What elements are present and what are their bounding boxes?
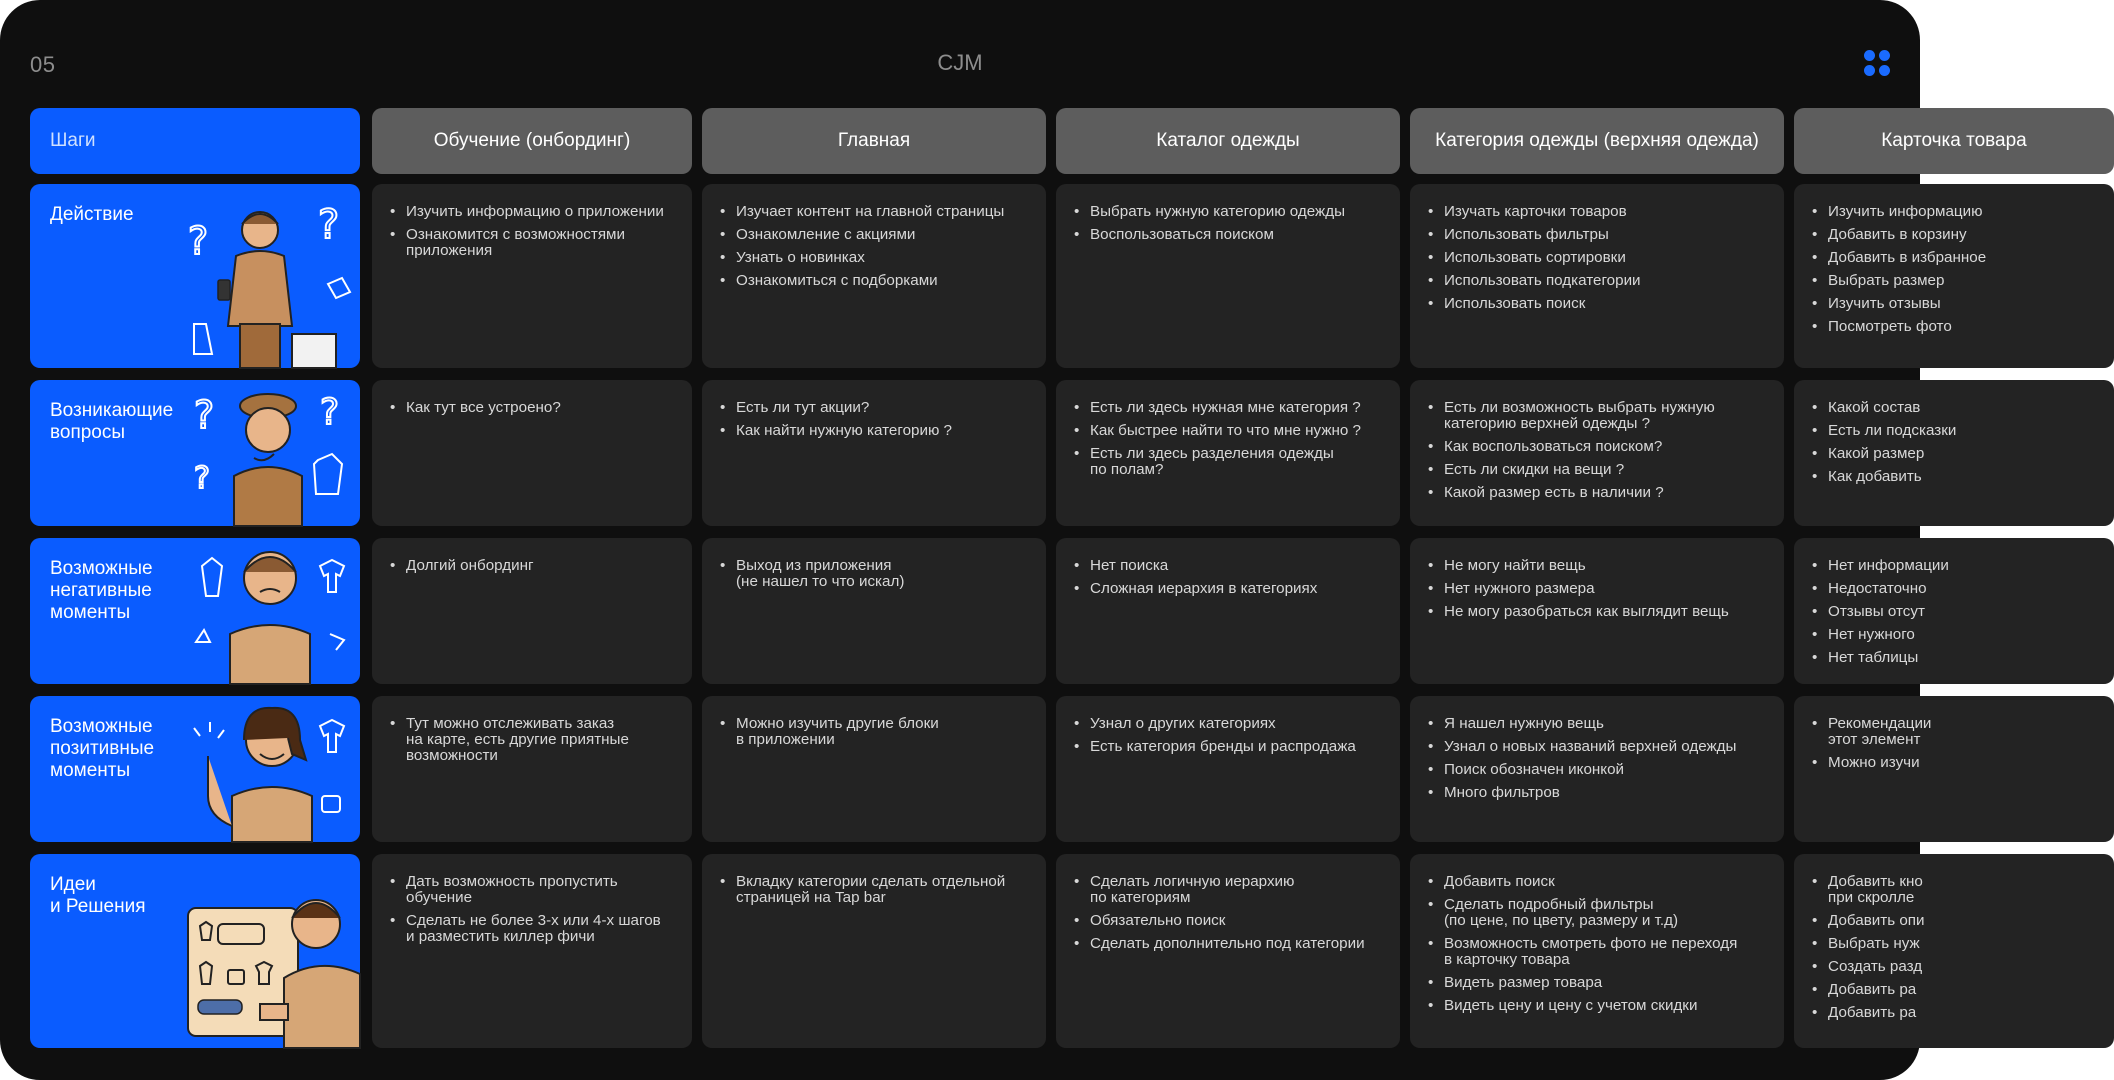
- cjm-cell[interactable]: [1056, 184, 1400, 368]
- list-item: • Ознакомиться с подборками: [716, 273, 1036, 289]
- cjm-cell[interactable]: [372, 184, 692, 368]
- bullet-list: [1794, 184, 2114, 335]
- list-item: • Добавить ра: [1808, 982, 2104, 998]
- list-item: • Сделать не более 3-х или 4-х шагов и разместить киллер фичи: [386, 913, 682, 945]
- cjm-cell[interactable]: [702, 854, 1046, 1048]
- list-item: • Вкладку категории сделать отдельной страницей на Tap bar: [716, 874, 1036, 906]
- column-header[interactable]: [1794, 108, 2114, 174]
- cjm-cell[interactable]: [1056, 696, 1400, 842]
- list-item: • Сложная иерархия в категориях: [1070, 581, 1390, 597]
- row-label-card: [30, 380, 360, 526]
- bullet-list: [1056, 538, 1400, 597]
- row-label: Возможные негативные моменты: [50, 558, 153, 623]
- list-item: • Использовать фильтры: [1424, 227, 1774, 243]
- list-item: • Использовать сортировки: [1424, 250, 1774, 266]
- cjm-cell[interactable]: [1794, 380, 2114, 526]
- row-label: Возникающие вопросы: [50, 400, 174, 443]
- row-label-card: [30, 538, 360, 684]
- list-item: • Тут можно отслеживать заказ на карте, есть другие приятные возможности: [386, 716, 682, 764]
- list-item: • Есть ли возможность выбрать нужную категорию верхней одежды ?: [1424, 400, 1774, 432]
- list-item: • Можно изучи: [1808, 755, 2104, 771]
- list-item: • Как быстрее найти то что мне нужно ?: [1070, 423, 1390, 439]
- list-item: • Не могу найти вещь: [1424, 558, 1774, 574]
- list-item: • Использовать подкатегории: [1424, 273, 1774, 289]
- list-item: • Есть ли скидки на вещи ?: [1424, 462, 1774, 478]
- cjm-cell[interactable]: [372, 696, 692, 842]
- list-item: • Нет таблицы: [1808, 650, 2104, 666]
- list-item: • Сделать подробный фильтры (по цене, по цвету, размеру и т.д): [1424, 897, 1774, 929]
- bullet-list: [1056, 380, 1400, 478]
- svg-text:?: ?: [188, 219, 209, 263]
- list-item: • Изучить отзывы: [1808, 296, 2104, 312]
- list-item: • Узнал о других категориях: [1070, 716, 1390, 732]
- list-item: • Видеть размер товара: [1424, 975, 1774, 991]
- list-item: • Посмотреть фото: [1808, 319, 2104, 335]
- cjm-cell[interactable]: [702, 380, 1046, 526]
- bullet-list: [1056, 696, 1400, 755]
- bullet-list: [372, 184, 692, 259]
- column-header-label: Обучение (онбординг): [433, 130, 631, 151]
- list-item: • Какой размер есть в наличии ?: [1424, 485, 1774, 501]
- list-item: • Создать разд: [1808, 959, 2104, 975]
- svg-text:?: ?: [318, 202, 340, 248]
- list-item: • Узнать о новинках: [716, 250, 1036, 266]
- list-item: • Есть ли тут акции?: [716, 400, 1036, 416]
- column-header[interactable]: [1056, 108, 1400, 174]
- list-item: • Много фильтров: [1424, 785, 1774, 801]
- cjm-cell[interactable]: [1410, 184, 1784, 368]
- list-item: • Сделать дополнительно под категории: [1070, 936, 1390, 952]
- list-item: • Выбрать размер: [1808, 273, 2104, 289]
- row-label-card: [30, 696, 360, 842]
- list-item: • Есть ли подсказки: [1808, 423, 2104, 439]
- list-item: • Добавить поиск: [1424, 874, 1774, 890]
- cjm-cell[interactable]: [1410, 696, 1784, 842]
- cjm-cell[interactable]: [1794, 538, 2114, 684]
- list-item: • Сделать логичную иерархию по категориям: [1070, 874, 1390, 906]
- cjm-cell[interactable]: [372, 380, 692, 526]
- list-item: • Выбрать нужную категорию одежды: [1070, 204, 1390, 220]
- bullet-list: [1410, 380, 1784, 501]
- bullet-list: [372, 380, 692, 416]
- list-item: • Можно изучить другие блоки в приложении: [716, 716, 1036, 748]
- list-item: • Воспользоваться поиском: [1070, 227, 1390, 243]
- column-header-label: Карточка товара: [1881, 130, 2027, 151]
- bullet-list: [702, 538, 1046, 590]
- page-number: 05: [30, 52, 56, 77]
- bullet-list: [1410, 696, 1784, 801]
- list-item: • Выбрать нуж: [1808, 936, 2104, 952]
- cjm-cell[interactable]: [702, 184, 1046, 368]
- row-label: Возможные позитивные моменты: [50, 716, 155, 781]
- svg-text:?: ?: [194, 461, 210, 496]
- list-item: • Долгий онбординг: [386, 558, 682, 574]
- cjm-cell[interactable]: [1794, 696, 2114, 842]
- bullet-list: [1056, 184, 1400, 243]
- cjm-cell[interactable]: [1794, 184, 2114, 368]
- list-item: • Изучить информацию о приложении: [386, 204, 682, 220]
- list-item: • Изучать карточки товаров: [1424, 204, 1774, 220]
- list-item: • Добавить ра: [1808, 1005, 2104, 1021]
- list-item: • Как найти нужную категорию ?: [716, 423, 1036, 439]
- list-item: • Как добавить: [1808, 469, 2104, 485]
- list-item: • Ознакомится с возможностями приложения: [386, 227, 682, 259]
- column-header[interactable]: [372, 108, 692, 174]
- list-item: • Как воспользоваться поиском?: [1424, 439, 1774, 455]
- cjm-cell[interactable]: [372, 854, 692, 1048]
- column-header-label: Категория одежды (верхняя одежда): [1435, 130, 1759, 151]
- bullet-list: [702, 380, 1046, 439]
- list-item: • Добавить в избранное: [1808, 250, 2104, 266]
- slide-header: [0, 0, 1920, 108]
- list-item: • Недостаточно: [1808, 581, 2104, 597]
- list-item: • Добавить кно при скролле: [1808, 874, 2104, 906]
- grid-dots-icon[interactable]: [1864, 50, 1890, 76]
- cjm-cell[interactable]: [1410, 854, 1784, 1048]
- cjm-cell[interactable]: [372, 538, 692, 684]
- cjm-cell[interactable]: [702, 538, 1046, 684]
- column-header-label: Шаги: [50, 130, 96, 151]
- list-item: • Отзывы отсут: [1808, 604, 2104, 620]
- cjm-cell[interactable]: [702, 696, 1046, 842]
- list-item: • Обязательно поиск: [1070, 913, 1390, 929]
- list-item: • Поиск обозначен иконкой: [1424, 762, 1774, 778]
- cjm-cell[interactable]: [1410, 538, 1784, 684]
- row-label-card: [30, 184, 360, 368]
- cjm-cell[interactable]: [1410, 380, 1784, 526]
- list-item: • Нет нужного размера: [1424, 581, 1774, 597]
- bullet-list: [1410, 538, 1784, 620]
- bullet-list: [1794, 696, 2114, 771]
- list-item: • Я нашел нужную вещь: [1424, 716, 1774, 732]
- list-item: • Изучить информацию: [1808, 204, 2104, 220]
- bullet-list: [372, 538, 692, 574]
- list-item: • Как тут все устроено?: [386, 400, 682, 416]
- list-item: • Добавить опи: [1808, 913, 2104, 929]
- column-header-label: Каталог одежды: [1156, 130, 1300, 151]
- list-item: • Какой состав: [1808, 400, 2104, 416]
- list-item: • Возможность смотреть фото не переходя в карточку товара: [1424, 936, 1774, 968]
- list-item: • Дать возможность пропустить обучение: [386, 874, 682, 906]
- bullet-list: [1794, 538, 2114, 666]
- cjm-cell[interactable]: [1794, 854, 2114, 1048]
- list-item: • Изучает контент на главной страницы: [716, 204, 1036, 220]
- list-item: • Нет информации: [1808, 558, 2104, 574]
- bullet-list: [1056, 854, 1400, 952]
- cjm-cell[interactable]: [1056, 854, 1400, 1048]
- row-label: Идеи и Решения: [50, 874, 146, 917]
- list-item: • Есть категория бренды и распродажа: [1070, 739, 1390, 755]
- list-item: • Узнал о новых названий верхней одежды: [1424, 739, 1774, 755]
- cjm-cell[interactable]: [1056, 380, 1400, 526]
- bullet-list: [1410, 184, 1784, 312]
- cjm-cell[interactable]: [1056, 538, 1400, 684]
- steps-header[interactable]: [30, 108, 360, 174]
- list-item: • Видеть цену и цену с учетом скидки: [1424, 998, 1774, 1014]
- page-title: CJM: [937, 50, 983, 75]
- list-item: • Рекомендации этот элемент: [1808, 716, 2104, 748]
- list-item: • Использовать поиск: [1424, 296, 1774, 312]
- bullet-list: [1794, 380, 2114, 485]
- bullet-list: [702, 184, 1046, 289]
- svg-text:?: ?: [194, 393, 215, 437]
- bullet-list: [372, 854, 692, 945]
- bullet-list: [1794, 854, 2114, 1021]
- svg-text:?: ?: [320, 392, 340, 433]
- list-item: • Есть ли здесь разделения одежды по полам?: [1070, 446, 1390, 478]
- row-label: Действие: [50, 204, 134, 225]
- bullet-list: [1410, 854, 1784, 1014]
- list-item: • Есть ли здесь нужная мне категория ?: [1070, 400, 1390, 416]
- list-item: • Добавить в корзину: [1808, 227, 2104, 243]
- column-header-label: Главная: [837, 130, 911, 151]
- row-label-card: [30, 854, 360, 1048]
- bullet-list: [702, 854, 1046, 906]
- list-item: • Выход из приложения (не нашел то что искал): [716, 558, 1036, 590]
- list-item: • Нет поиска: [1070, 558, 1390, 574]
- bullet-list: [372, 696, 692, 764]
- column-header[interactable]: [1410, 108, 1784, 174]
- list-item: • Какой размер: [1808, 446, 2104, 462]
- bullet-list: [702, 696, 1046, 748]
- column-header[interactable]: [702, 108, 1046, 174]
- list-item: • Ознакомление с акциями: [716, 227, 1036, 243]
- list-item: • Не могу разобраться как выглядит вещь: [1424, 604, 1774, 620]
- list-item: • Нет нужного: [1808, 627, 2104, 643]
